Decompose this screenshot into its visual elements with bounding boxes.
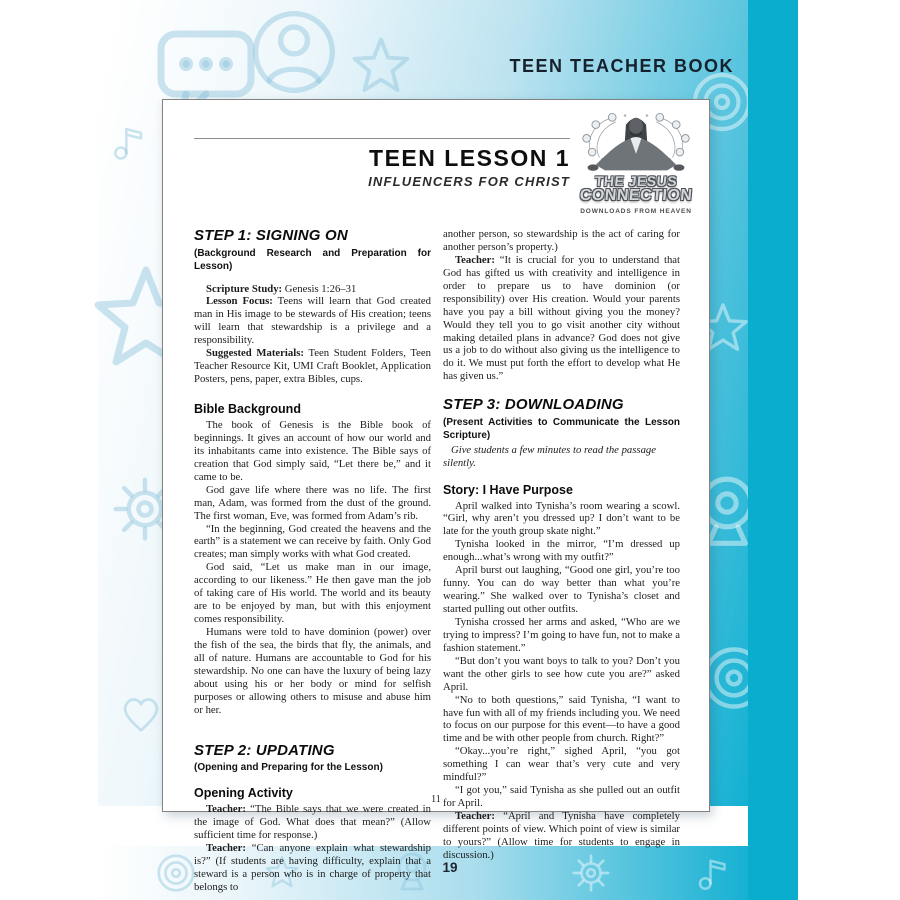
story-paragraph: April walked into Tynisha’s room wearing a scowl. “Girl, why aren’t you dressed up? I don’t want to be late for the youth group skate night.” xyxy=(443,499,680,538)
story-paragraph: “No to both questions,” said Tynisha, “I want to have fun with all of my friends including you. We need to focus on our purpose for this event—to have a good time and be with other people from church. Right?” xyxy=(443,693,680,745)
logo-tagline: DOWNLOADS FROM HEAVEN xyxy=(580,207,692,215)
doodle-heart-icon xyxy=(118,690,164,736)
inner-page-number: 11 xyxy=(431,794,441,805)
book-header: TEEN TEACHER BOOK xyxy=(509,56,734,76)
jesus-illustration-icon xyxy=(565,110,707,174)
bible-background-paragraph: The book of Genesis is the Bible book of beginnings. It gives an account of how our world and its inhabitants came into existence. The Bible says of creation that God simply said, “Let there be,” and it came to be. xyxy=(194,419,431,483)
bible-background-heading: Bible Background xyxy=(194,402,301,416)
footer-page-number: 19 xyxy=(442,860,458,875)
step2-subheading: (Opening and Preparing for the Lesson) xyxy=(194,762,383,774)
story-heading: Story: I Have Purpose xyxy=(443,482,573,497)
step3-italic-note: Give students a few minutes to read the passage silently. xyxy=(443,443,657,470)
story-paragraph: April burst out laughing, “Good one girl, you’re too funny. You can do way better than what you’re wearing.” She walked over to Tynisha’s closet and started pulling out other outfits. xyxy=(443,564,680,615)
doodle-music-note-icon xyxy=(108,120,152,164)
suggested-materials-paragraph: Suggested Materials: Teen Student Folders, Teen Teacher Resource Kit, UMI Craft Booklet, Application Posters, pens, paper, extra Bibles, cups. xyxy=(194,347,432,386)
teacher-paragraph: Teacher: “April and Tynisha have completely different points of view. Which point of view is similar to yours?” (Allow time for students to engage in discussion.) xyxy=(443,810,680,861)
story-paragraph: Tynisha crossed her arms and asked, “Who are we trying to impress? I’m going to have fun, not to make a fashion statement.” xyxy=(443,615,680,654)
lesson-focus-paragraph: Lesson Focus: Teens will learn that God created man in His image to be stewards of His creation; teens will learn that stewardship is a privilege and a responsibility. xyxy=(194,295,431,347)
story-paragraph: “Okay...you’re right,” sighed April, “you got something I can wear that’s very cute and very mindful?” xyxy=(443,745,680,784)
bible-background-paragraph: God gave life where there was no life. The first man, Adam, was formed from the dust of the ground. The first woman, Eve, was formed from Adam’s rib. xyxy=(194,483,431,522)
step3-heading: STEP 3: DOWNLOADING xyxy=(443,396,624,414)
step1-subheading: (Background Research and Preparation for Lesson) xyxy=(194,247,431,272)
right-accent-bar xyxy=(748,0,798,900)
logo-text-line1: THE JESUS xyxy=(594,173,678,189)
story-paragraph: Tynisha looked in the mirror, “I’m dressed up enough...what’s wrong with my outfit?” xyxy=(443,538,680,564)
scripture-study-line: Scripture Study: Genesis 1:26–31 xyxy=(206,282,357,295)
bible-background-paragraph: Humans were told to have dominion (power) over the fish of the sea, the birds that fly, the animals, and all of nature. Humans are accountable to God for his stewardship. No one can have the luxury of being lazy about using his or her body or mind for selfish purposes or allowing others to misuse and abuse him or her. xyxy=(194,626,431,716)
story-paragraph: “But don’t you want boys to talk to you? Don’t you want the other girls to see how cute you are?” asked April. xyxy=(443,654,680,693)
bible-background-paragraph: God said, “Let us make man in our image, according to our likeness.” He then gave man the job of taking care of His world. The world and its beauty are to be enjoyed by man, but with this enjoyment comes responsibility. xyxy=(194,561,431,626)
bible-background-paragraph: “In the beginning, God created the heavens and the earth” is a statement we can receive by faith. Only God creates; man simply works with what God created. xyxy=(194,522,431,561)
page-subtitle: INFLUENCERS FOR CHRIST xyxy=(368,174,570,189)
logo-text-line2: CONNECTION xyxy=(579,187,694,204)
step2-heading: STEP 2: UPDATING xyxy=(194,741,335,759)
step1-heading: STEP 1: SIGNING ON xyxy=(194,227,348,244)
teacher-paragraph: Teacher: “It is crucial for you to understand that God has gifted us with creativity and intelligence in order to prepare us to have dominion (or responsibility) over His creation. Would your parents have you pay a bill without giving you the money? Would they tell you to go visit another city without making detailed plans in advance? God does not give us a job to do without also giving us the intelligence to do it. We must put forth the effort to develop what He has given us.” xyxy=(443,253,680,383)
opening-activity-heading: Opening Activity xyxy=(194,786,293,801)
continuation-paragraph: another person, so stewardship is the act of caring for another person’s property.) xyxy=(443,228,680,253)
page-title: TEEN LESSON 1 xyxy=(369,145,570,171)
teacher-paragraph: Teacher: “The Bible says that we were created in the image of God. What does that mean?” (Allow sufficient time for response.) xyxy=(194,803,431,841)
lesson-header xyxy=(194,138,570,190)
jesus-connection-logo xyxy=(565,110,707,215)
step3-subheading: (Present Activities to Communicate the Lesson Scripture) xyxy=(443,416,680,441)
story-paragraph: “I got you,” said Tynisha as she pulled out an outfit for April. xyxy=(443,784,680,810)
doodle-person-circle-icon xyxy=(248,6,340,98)
teacher-paragraph: Teacher: “Can anyone explain what stewardship is?” (If students are having difficulty, explain that a steward is a person who is in charge of property that belongs to xyxy=(194,841,431,893)
